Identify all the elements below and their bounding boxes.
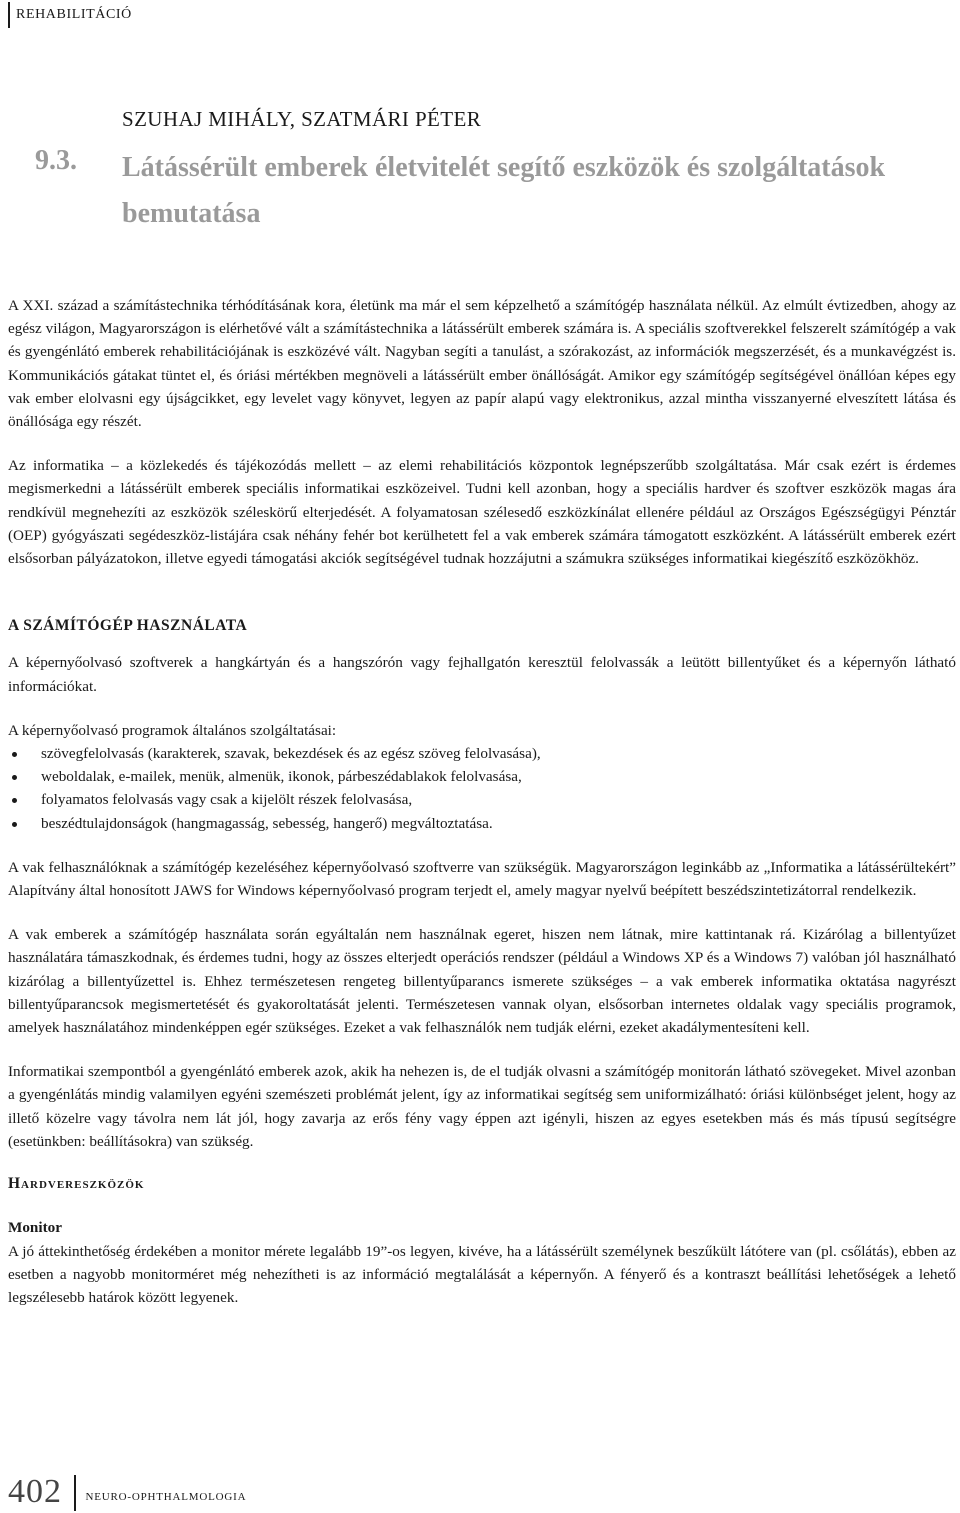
body-paragraph: A képernyőolvasó szoftverek a hangkártyán és a hangszórón vagy fejhallgatón keresztül felolvassák a leütött billentyűket és a képernyőn látható információkat. (8, 654, 956, 695)
running-head: REHABILITÁCIÓ (8, 2, 132, 28)
list-item: folyamatos felolvasás vagy csak a kijelölt részek felolvasása, (8, 788, 956, 811)
section-heading: A SZÁMÍTÓGÉP HASZNÁLATA (8, 617, 248, 635)
body-paragraph: A XXI. század a számítástechnika térhódításának kora, életünk ma már el sem képzelhető a számítógép használata nélkül. Az elmúlt évtizedben, ahogy az egész világon, Magyarországon is elérhetővé vált a számítástechnika a látássérült emberek számára is. A speciális szoftverekkel felszerelt számítógép a vak és gyengénlátó emberek rehabilitációjának is eszközévé vált. Nagyban segíti a tanulást, a szórakozást, az információk megszerzését, és a munkavégzést is. Kommunikációs gátakat tüntet el, és óriási mértékben megnöveli a látássérült ember önállóságát. Amikor egy számítógép segítségével önállóan képes egy vak ember elolvasni egy újságcikket, egy levelet vagy könyvet, legyen az papír alapú vagy elektronikus, azzal mintha visszanyerné elveszített látása és önállósága egy részét. (8, 297, 956, 431)
body-paragraph: Az informatika – a közlekedés és tájékozódás mellett – az elemi rehabilitációs központok legnépszerűbb szolgáltatása. Már csak ezért is érdemes megismerkedni a látássérült emberek speciális informatikai eszközeivel. Tudni kell azonban, hogy a speciális hardver és szoftver eszközök magas ára rendkívül megnehezíti az eszközök széleskörű elterjedését. A folyamatosan szélesedő eszközkínálat ellenére például az Országos Egészségügyi Pénztár (OEP) gyógyászati segédeszköz-listájára csak néhány fehér bot kerülhetett fel a vak emberek számára támogatott eszközként. A látássérült emberek ezért elsősorban pályázatokon, illetve egyedi támogatási akciók segítségével tudnak hozzájutni a számukra szükséges informatikai kiegészítő eszközökhöz. (8, 457, 956, 568)
page-footer (8, 1473, 246, 1511)
body-paragraph: A vak emberek a számítógép használata során egyáltalán nem használnak egeret, hiszen nem látnak, mire kattintanak rá. Kizárólag a billentyűzet használatára támaszkodnak, és érdemes tudni, hogy az összes elterjedt operációs rendszer (például a Windows XP és a Windows 7) valóban jól használható kizárólag a billentyűzettel is. Ehhez természetesen rengeteg billentyűparancs ismerete szükséges – a vak emberek informatika oktatása nagyrészt billentyűparancsok megismertetését és gyakoroltatását jelenti. Természetesen vannak olyan, elsősorban internetes oldalak vagy speciális programok, amelyek használatához mindenképpen egér szükséges. Ezeket a vak felhasználók nem tudják elérni, ezeket akadálymentesíteni kell. (8, 926, 956, 1037)
subsection-heading: Hardvereszközök (8, 1175, 145, 1193)
body-paragraph: A vak felhasználóknak a számítógép kezeléséhez képernyőolvasó szoftverre van szükségük. Magyarországon leginkább az „Informatika a látássérültekért” Alapítvány által honosított JAWS for Windows képernyőolvasó program terjedt el, amely magyar nyelvű beépített beszédszintetizátorral rendelkezik. (8, 858, 956, 900)
body-paragraph: Informatikai szempontból a gyengénlátó emberek azok, akik ha nehezen is, de el tudják olvasni a számítógép monitorán látható szövegeket. Mivel azonban a gyengénlátás mindig valamilyen egyéni szemészeti problémát jelent, így az informatikai segítség sem uniformizálható: óriási különbséget jelent, hogy az illető közelre vagy távolra nem lát jól, hogy zavarja az erős fény vagy éppen azt igényli, hiszen az egyes esetekben más és más típusú segítségre (esetünkben: beállításokra) van szükség. (8, 1063, 956, 1150)
journal-name: NEURO-OPHTHALMOLOGIA (85, 1491, 247, 1503)
list-item: szövegfelolvasás (karakterek, szavak, bekezdések és az egész szöveg felolvasása), (8, 742, 956, 765)
body-paragraph: A jó áttekinthetőség érdekében a monitor mérete legalább 19”-os legyen, kivéve, ha a látássérült személynek beszűkült látótere van (pl. csőlátás), ebben az esetben a nagyobb monitorméret még nehezítheti is az információ megtalálását a képernyőn. A fényerő és a kontraszt beállítási lehetőségek a lehető legszélesebb határok között legyenek. (8, 1242, 956, 1306)
subsection-title: Monitor (8, 1219, 62, 1237)
page-number: 402 (8, 1473, 62, 1510)
chapter-number: 9.3. (35, 145, 77, 176)
body-paragraph: A képernyőolvasó programok általános szolgáltatásai: (8, 721, 337, 739)
bullet-list (8, 742, 956, 835)
list-item: weboldalak, e-mailek, menük, almenük, ikonok, párbeszédablakok felolvasása, (8, 765, 956, 788)
article-body (8, 294, 956, 1309)
footer-divider (74, 1475, 76, 1511)
chapter-title: Látássérült emberek életvitelét segítő eszközök és szolgáltatások bemutatása (122, 152, 886, 229)
article-authors: SZUHAJ MIHÁLY, SZATMÁRI PÉTER (122, 107, 482, 131)
list-item: beszédtulajdonságok (hangmagasság, sebesség, hangerő) megváltoztatása. (8, 812, 956, 835)
